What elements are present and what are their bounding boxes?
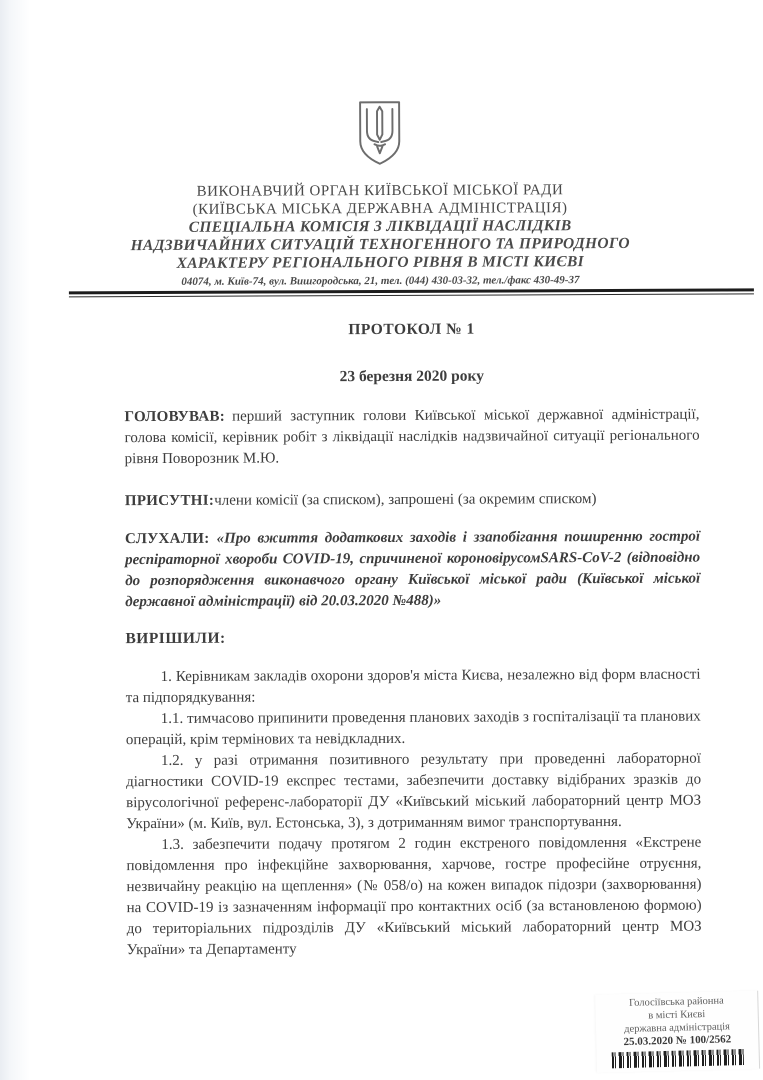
chaired-text: перший заступник голови Київської міської державної адміністрації, голова комісії, керівник робіт з ліквідації наслідків надзвичайної ситуації регіонального рівня Поворозник М.Ю. — [124, 406, 700, 468]
commission-name-line2: НАДЗВИЧАЙНИХ СИТУАЦІЙ ТЕХНОГЕННОГО ТА ПРИРОДНОГО — [130, 234, 630, 255]
stamp-registration-number: 25.03.2020 № 100/2562 — [623, 1033, 732, 1049]
stamp-line-city: в місті Києві — [648, 1009, 706, 1022]
heard-label: СЛУХАЛИ: — [124, 530, 210, 548]
resolutions-list — [126, 665, 702, 962]
org-name-line1: ВИКОНАВЧИЙ ОРГАН КИЇВСЬКОЇ МІСЬКОЇ РАДИ — [196, 182, 564, 200]
stamp-line-district: Голосіївська районна — [628, 995, 724, 1009]
document-date: 23 березня 2020 року — [339, 367, 485, 386]
document-title: ПРОТОКОЛ № 1 — [348, 320, 475, 339]
chaired-paragraph — [124, 405, 699, 471]
resolution-item-1: 1. Керівникам закладів охорони здоров'я міста Києва, незалежно від форм власності та підпорядкування: — [125, 666, 701, 707]
commission-name-line3: ХАРАКТЕРУ РЕГІОНАЛЬНОГО РІВНЯ В МІСТІ КИЄВІ — [176, 253, 585, 272]
present-text: члени комісії (за списком), запрошені (за окремим списком) — [214, 491, 597, 509]
heard-text: «Про вжиття додаткових заходів і ззапобігання поширенню гострої респіраторної хвороби COVID-19, спричиненої короновірусомSARS-CoV-2 (відповідно до розпорядження виконавчого органу Київської міської ради (Київської міської державної адміністрації) від 20.03.2020 №488)» — [125, 528, 701, 611]
heard-paragraph — [125, 527, 700, 614]
stamp-line-administration: державна адміністрація — [624, 1021, 731, 1036]
commission-name-line1: СПЕЦІАЛЬНА КОМІСІЯ З ЛІКВІДАЦІЇ НАСЛІДКІВ — [188, 217, 572, 236]
registration-stamp — [595, 991, 760, 1073]
ukraine-trident-emblem-icon — [357, 100, 402, 166]
letterhead-address: 04074, м. Київ-74, вул. Вишгородська, 21, тел. (044) 430-03-32, тел./факс 430-49-37 — [181, 274, 580, 288]
letterhead — [29, 0, 730, 290]
resolution-item-1-1: 1.1. тимчасово припинити проведення планових заходів з госпіталізації та планових операцій, крім термінових та невідкладних. — [125, 708, 701, 749]
resolved-heading: ВИРІШИЛИ: — [125, 629, 226, 648]
chaired-label: ГОЛОВУВАВ: — [124, 408, 226, 426]
letterhead-divider-rule — [69, 288, 754, 297]
document-body — [124, 318, 702, 962]
stamp-barcode — [612, 1049, 744, 1068]
present-label: ПРИСУТНІ: — [124, 492, 215, 510]
org-name-line2: (КИЇВСЬКА МІСЬКА ДЕРЖАВНА АДМІНІСТРАЦІЯ) — [192, 200, 568, 218]
resolution-item-1-3: 1.3. забезпечити подачу протягом 2 годин екстреного повідомлення «Екстрене повідомлення про інфекційне захворювання, харчове, гостре професійне отруєння, незвичайну реакцію на щеплення» (№ 058/о) на кожен випадок підозри (захворювання) на COVID-19 із зазначенням інформації про контактних осіб (за встановленою формою) до територіальних підрозділів ДУ «Київський міський лабораторний центр МОЗ України» та Департаменту — [126, 834, 702, 959]
resolution-item-1-2: 1.2. у разі отримання позитивного результату при проведенні лабораторної діагностики COVID-19 експрес тестами, забезпечити доставку відібраних зразків до вірусологічної референс-лабораторії ДУ «Київський міський лабораторний центр МОЗ України» (м. Київ, вул. Естонська, 3), з дотриманням вимог транспортування. — [126, 750, 702, 833]
present-paragraph — [125, 489, 700, 513]
